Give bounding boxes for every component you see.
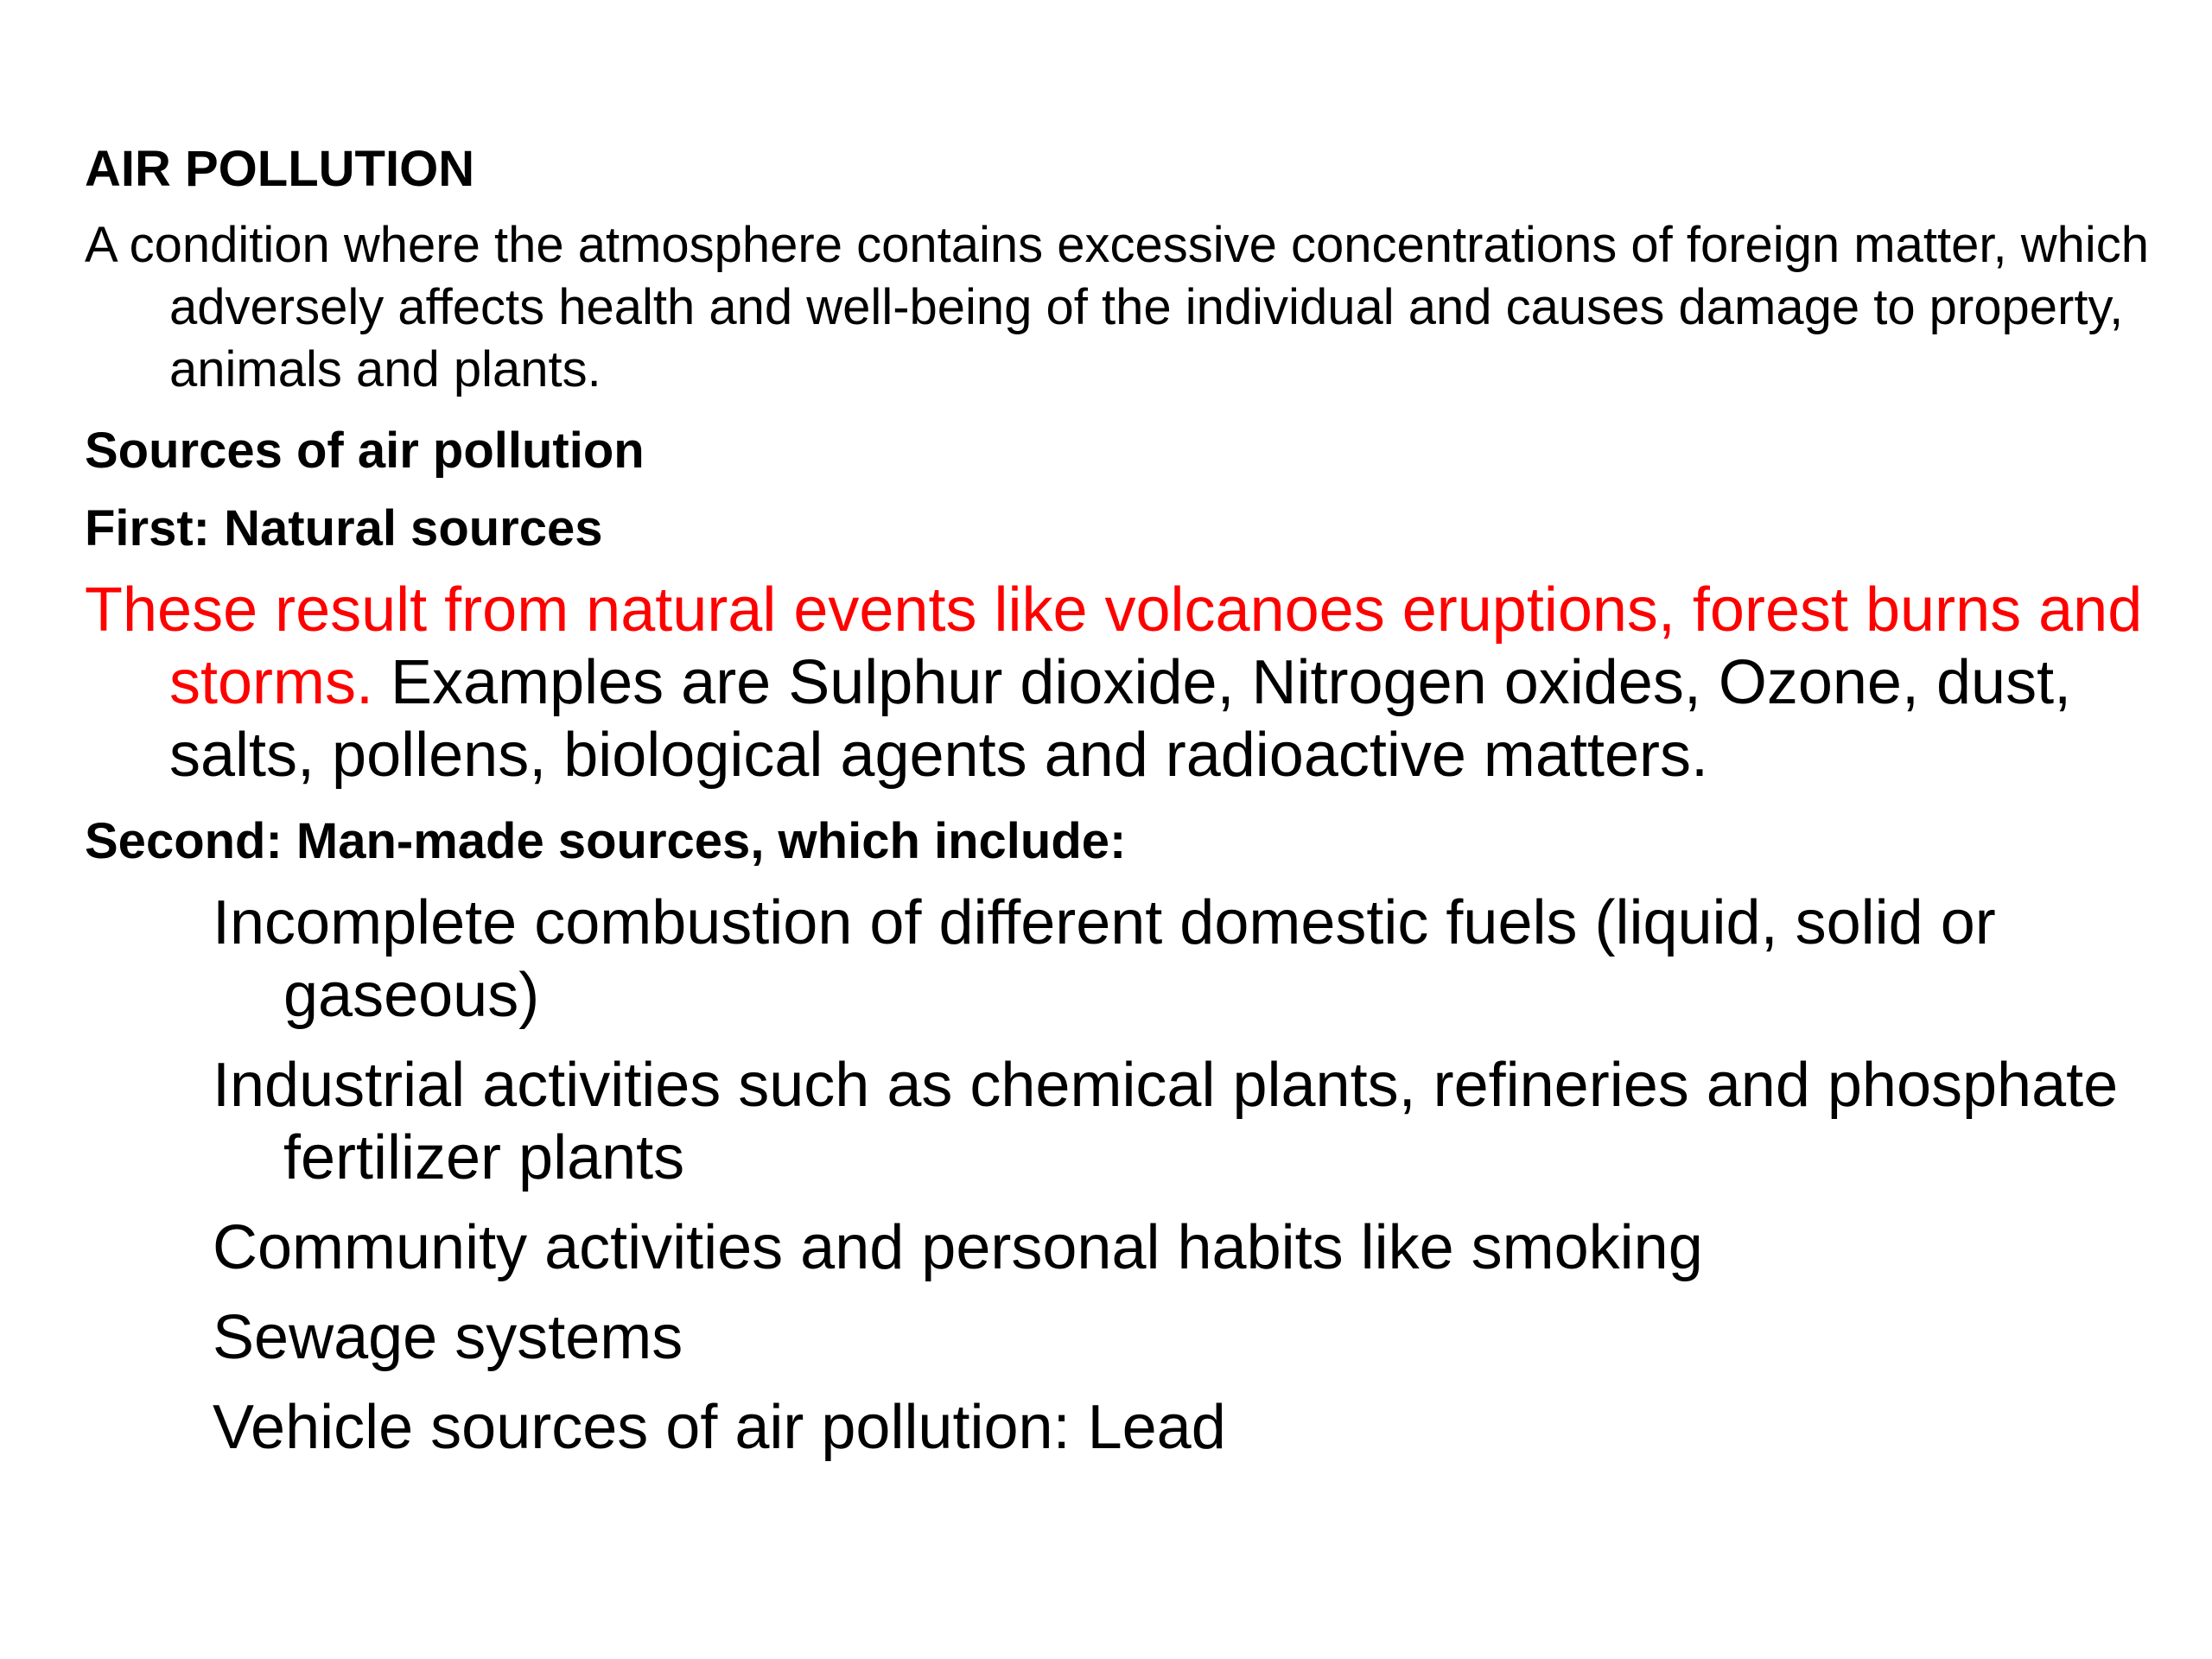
definition-text: A condition where the atmosphere contains excessive concentrations of foreign matter, which adversely affects health and well-being of the individual and causes damage to property, animals and plants.: [85, 217, 2149, 397]
slide-title: AIR POLLUTION: [85, 141, 475, 197]
list-item: Vehicle sources of air pollution: Lead: [213, 1393, 1226, 1462]
natural-sources-description: These result from natural events like volcanoes eruptions, forest burns and storms.: [85, 575, 2143, 717]
natural-sources-paragraph: [85, 574, 2184, 791]
list-item: Industrial activities such as chemical plants, refineries and phosphate fertilizer plants: [213, 1051, 2119, 1192]
list-item: Incomplete combustion of different domestic fuels (liquid, solid or gaseous): [213, 888, 1996, 1030]
slide-content: [85, 137, 2184, 1481]
natural-sources-heading: First: Natural sources: [85, 500, 603, 556]
natural-sources-examples: Examples are Sulphur dioxide, Nitrogen oxides, Ozone, dust, salts, pollens, biological agents and radioactive matters.: [169, 648, 2072, 790]
sources-heading: Sources of air pollution: [85, 423, 645, 479]
man-made-sources-heading: Second: Man-made sources, which include:: [85, 813, 1127, 869]
man-made-sources-list: [85, 887, 2184, 1464]
list-item: Sewage systems: [213, 1303, 683, 1372]
list-item: Community activities and personal habits like smoking: [213, 1213, 1703, 1282]
